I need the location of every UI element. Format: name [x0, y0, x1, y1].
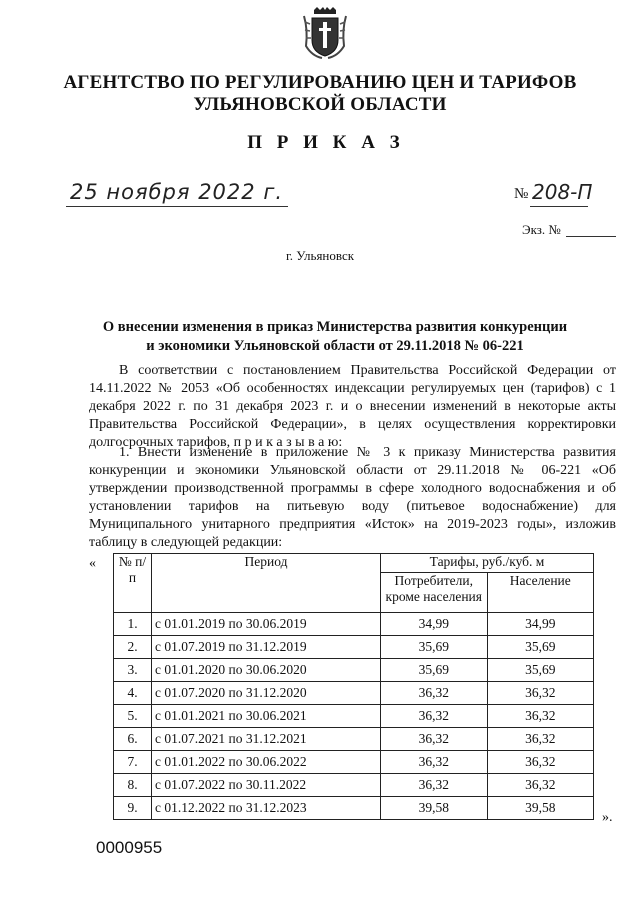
document-serial-number: 0000955 — [96, 838, 163, 857]
header-period: Период — [152, 554, 381, 613]
row-population-tariff: 36,32 — [487, 682, 594, 705]
row-consumers-tariff: 36,32 — [381, 751, 488, 774]
table-row — [114, 705, 594, 728]
table-row — [114, 751, 594, 774]
row-period: с 01.01.2022 по 30.06.2022 — [152, 751, 381, 774]
header-population: Население — [487, 573, 594, 613]
row-population-tariff: 36,32 — [487, 728, 594, 751]
row-population-tariff: 34,99 — [487, 613, 594, 636]
row-number: 2. — [114, 636, 152, 659]
row-period: с 01.12.2022 по 31.12.2023 — [152, 797, 381, 820]
table-close-quote: ». — [602, 810, 613, 825]
table-row — [114, 636, 594, 659]
row-consumers-tariff: 36,32 — [381, 774, 488, 797]
order-subject — [70, 318, 600, 356]
row-consumers-tariff: 39,58 — [381, 797, 488, 820]
coat-of-arms-emblem — [302, 6, 348, 60]
row-period: с 01.07.2019 по 31.12.2019 — [152, 636, 381, 659]
date-underline — [66, 206, 288, 207]
row-period: с 01.07.2022 по 30.11.2022 — [152, 774, 381, 797]
copy-number-blank — [566, 236, 616, 237]
table-row — [114, 728, 594, 751]
row-population-tariff: 36,32 — [487, 751, 594, 774]
header-row-number: № п/п — [114, 554, 152, 613]
table-row — [114, 613, 594, 636]
row-consumers-tariff: 35,69 — [381, 636, 488, 659]
row-period: с 01.07.2021 по 31.12.2021 — [152, 728, 381, 751]
row-population-tariff: 35,69 — [487, 659, 594, 682]
row-population-tariff: 36,32 — [487, 774, 594, 797]
tariff-table — [113, 553, 594, 820]
row-consumers-tariff: 36,32 — [381, 705, 488, 728]
header-consumers: Потребители, кроме населения — [381, 573, 488, 613]
row-period: с 01.01.2021 по 30.06.2021 — [152, 705, 381, 728]
number-underline — [530, 206, 588, 207]
copy-number-label: Экз. № — [522, 222, 561, 237]
handwritten-order-number: 208-П — [532, 180, 593, 204]
row-number: 3. — [114, 659, 152, 682]
coat-of-arms-icon — [302, 6, 348, 60]
row-period: с 01.07.2020 по 31.12.2020 — [152, 682, 381, 705]
paragraph-preamble: В соответствии с постановлением Правительства Российской Федерации от 14.11.2022 № 2053 «Об особенностях индексации регулируемых цен (тарифов) с 1 декабря 2022 г. по 31 декабря 2023 г. и о внесении изменений в некоторые акты Правительства Российской Федерации», в целях осуществления корректировки долгосрочных тарифов, п р и к а з ы в а ю: — [89, 363, 616, 450]
subject-line1: О внесении изменения в приказ Министерства развития конкуренции — [102, 319, 568, 335]
row-period: с 01.01.2020 по 30.06.2020 — [152, 659, 381, 682]
paragraph-item-1: 1. Внести изменение в приложение № 3 к приказу Министерства развития конкуренции и экономики Ульяновской области от 29.11.2018 № 06-221 «Об утверждении производственной программы в сфере холодного водоснабжения и об установлении тарифов на питьевую воду (питьевое водоснабжение) для Муниципального унитарного предприятия «Исток» на 2019-2023 годы», изложив таблицу в следующей редакции: — [89, 445, 616, 550]
row-number: 5. — [114, 705, 152, 728]
agency-name-line2: УЛЬЯНОВСКОЙ ОБЛАСТИ — [193, 94, 447, 115]
table-row — [114, 682, 594, 705]
row-consumers-tariff: 34,99 — [381, 613, 488, 636]
table-row — [114, 797, 594, 820]
row-consumers-tariff: 36,32 — [381, 728, 488, 751]
row-number: 9. — [114, 797, 152, 820]
order-number-sign: № — [514, 186, 529, 202]
document-type-title: П Р И К А З — [247, 132, 405, 153]
row-number: 6. — [114, 728, 152, 751]
row-number: 7. — [114, 751, 152, 774]
table-row — [114, 774, 594, 797]
row-number: 4. — [114, 682, 152, 705]
row-consumers-tariff: 36,32 — [381, 682, 488, 705]
row-population-tariff: 35,69 — [487, 636, 594, 659]
row-number: 1. — [114, 613, 152, 636]
agency-name-line1: АГЕНТСТВО ПО РЕГУЛИРОВАНИЮ ЦЕН И ТАРИФОВ — [63, 72, 577, 93]
row-population-tariff: 36,32 — [487, 705, 594, 728]
row-number: 8. — [114, 774, 152, 797]
table-open-quote: « — [89, 556, 96, 571]
row-population-tariff: 39,58 — [487, 797, 594, 820]
handwritten-date: 25 ноября 2022 г. — [70, 180, 284, 204]
header-tariffs: Тарифы, руб./куб. м — [381, 554, 594, 573]
row-period: с 01.01.2019 по 30.06.2019 — [152, 613, 381, 636]
subject-line2: и экономики Ульяновской области от 29.11.2018 № 06-221 — [146, 338, 524, 354]
city-name: г. Ульяновск — [285, 248, 355, 263]
table-row — [114, 659, 594, 682]
agency-name — [0, 72, 640, 116]
row-consumers-tariff: 35,69 — [381, 659, 488, 682]
